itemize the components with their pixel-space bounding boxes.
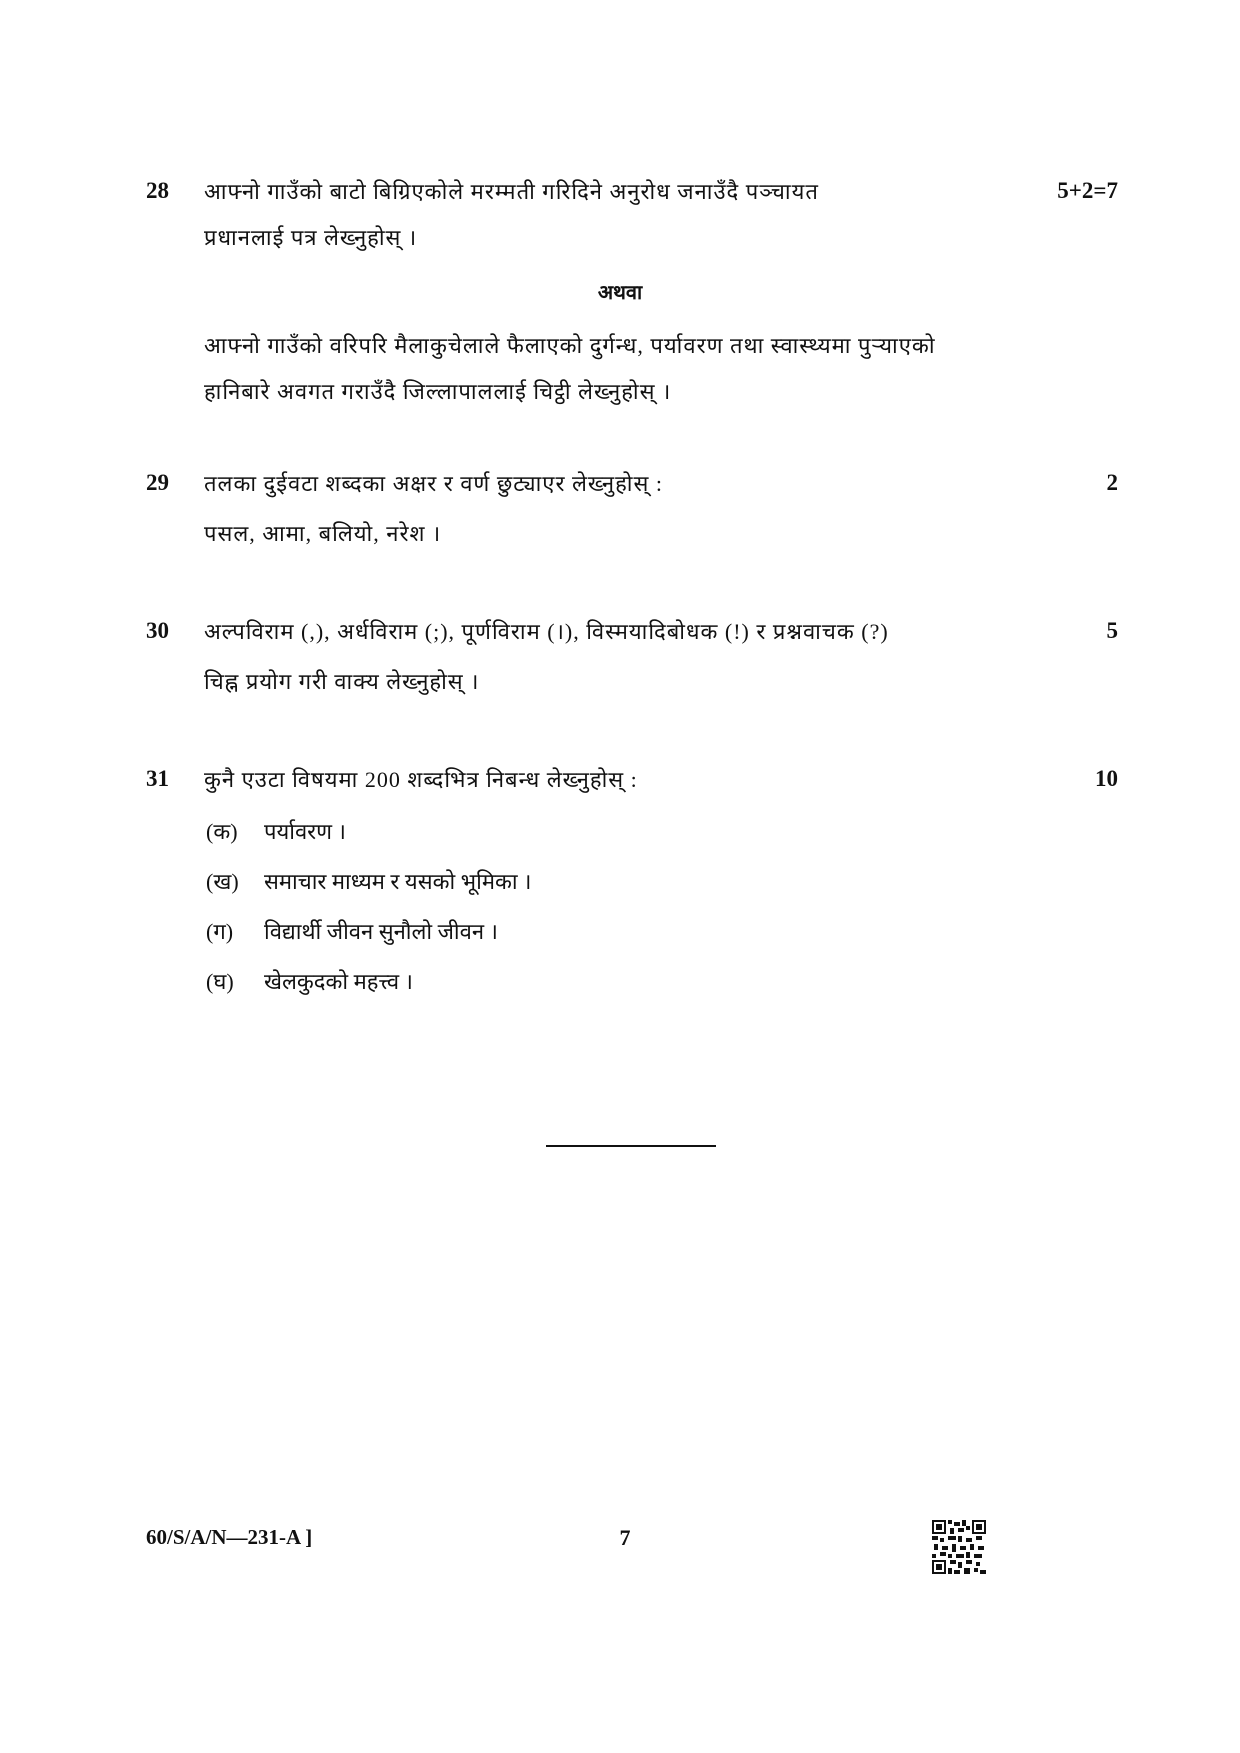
paper-code: 60/S/A/N—231-A ] xyxy=(146,1525,313,1549)
question-29-line-2: पसल, आमा, बलियो, नरेश । xyxy=(204,521,442,546)
option-ka xyxy=(206,816,346,846)
page-number: 7 xyxy=(619,1525,631,1550)
question-28-marks: 5+2=7 xyxy=(1057,178,1118,203)
option-gha xyxy=(206,966,413,996)
option-ga xyxy=(206,916,498,946)
option-label: (ख) xyxy=(206,869,239,894)
option-label: (ग) xyxy=(206,919,234,944)
question-29-marks: 2 xyxy=(1106,470,1118,495)
option-label: (घ) xyxy=(206,969,234,994)
question-number-30: 30 xyxy=(146,618,169,643)
question-29-line-1: तलका दुईवटा शब्दका अक्षर र वर्ण छुट्याएर लेख्नुहोस् : xyxy=(204,471,663,496)
or-label: अथवा xyxy=(597,282,643,304)
question-28-alt-line-2: हानिबारे अवगत गराउँदै जिल्लापाललाई चिट्ठी लेख्नुहोस् । xyxy=(204,379,672,404)
question-number-28: 28 xyxy=(146,178,169,203)
option-kha xyxy=(206,866,531,896)
option-text: पर्यावरण । xyxy=(264,819,346,844)
question-28-line-1: आफ्नो गाउँको बाटो बिग्रिएकोले मरम्मती गरिदिने अनुरोध जनाउँदै पञ्चायत xyxy=(204,179,819,204)
question-30-line-2: चिह्न प्रयोग गरी वाक्य लेख्नुहोस् । xyxy=(204,669,480,694)
qr-code-icon xyxy=(932,1520,986,1574)
question-30-line-1: अल्पविराम (,), अर्धविराम (;), पूर्णविराम (।), विस्मयादिबोधक (!) र प्रश्नवाचक (?) xyxy=(204,619,889,644)
option-text: समाचार माध्यम र यसको भूमिका । xyxy=(264,869,532,894)
question-31-marks: 10 xyxy=(1095,766,1118,791)
question-28-line-2: प्रधानलाई पत्र लेख्नुहोस् । xyxy=(204,225,418,250)
question-31-line-1: कुनै एउटा विषयमा 200 शब्दभित्र निबन्ध लेख्नुहोस् : xyxy=(204,767,638,792)
option-text: विद्यार्थी जीवन सुनौलो जीवन । xyxy=(264,919,498,944)
option-label: (क) xyxy=(206,819,238,844)
question-28-alt-line-1: आफ्नो गाउँको वरिपरि मैलाकुचेलाले फैलाएको दुर्गन्ध, पर्यावरण तथा स्वास्थ्यमा पुऱ्याएको xyxy=(204,333,936,358)
question-number-29: 29 xyxy=(146,470,169,495)
question-number-31: 31 xyxy=(146,766,169,791)
end-divider xyxy=(546,1145,716,1147)
option-text: खेलकुदको महत्त्व । xyxy=(264,969,413,994)
question-30-marks: 5 xyxy=(1106,618,1118,643)
